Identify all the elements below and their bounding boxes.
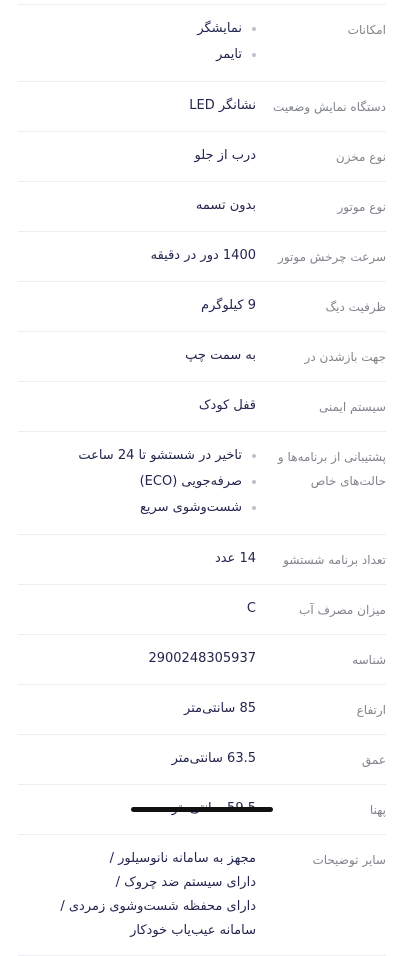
spec-list-item-text: شست‌وشوی سریع [139,500,242,515]
spec-key: شناسه [352,653,386,667]
spec-row [18,332,386,382]
bullet-icon [252,506,256,510]
spec-key: تعداد برنامه شستشو [283,553,386,567]
spec-value-text: 85 سانتی‌متر [184,701,256,716]
spec-row [18,432,386,535]
spec-description-line: دارای سیستم ضد چروک / [115,875,256,890]
spec-list-item-text: تایمر [216,47,242,62]
bullet-icon [252,27,256,31]
spec-value [18,344,268,369]
spec-value [18,244,268,269]
spec-list-item-text: نمایشگر [197,21,242,36]
spec-key: نوع موتور [337,200,386,214]
bullet-icon [252,454,256,458]
specifications-table [18,0,386,956]
spec-key: دستگاه نمایش وضعیت [273,100,386,114]
spec-key: جهت بازشدن در [304,350,386,364]
spec-row [18,232,386,282]
spec-value [18,747,268,772]
spec-value [18,144,268,169]
spec-row [18,182,386,232]
spec-key: سایر توضیحات [312,853,386,867]
spec-list-item [18,444,256,468]
home-indicator [131,807,273,812]
spec-description-line: مجهز به سامانه نانوسیلور / [109,851,256,866]
spec-value-text: بدون تسمه [195,198,256,213]
spec-key: امکانات [347,23,386,37]
spec-key: سرعت چرخش موتور [278,250,386,264]
spec-value-text: 63.5 سانتی‌متر [171,751,256,766]
spec-row [18,685,386,735]
spec-value-text: C [246,601,256,616]
spec-value [18,547,268,572]
spec-row [18,132,386,182]
spec-row [18,535,386,585]
spec-list-item [18,470,256,494]
spec-key: میزان مصرف آب [299,603,386,617]
spec-value-text: نشانگر LED [189,98,256,113]
spec-description-line: سامانه عیب‌یاب خودکار [130,923,256,938]
bullet-icon [252,480,256,484]
spec-value [18,597,268,622]
spec-list-item [18,496,256,520]
spec-row [18,835,386,956]
spec-value [18,17,268,69]
spec-row [18,4,386,82]
spec-row [18,382,386,432]
spec-key: سیستم ایمنی [318,400,386,414]
spec-description-line: دارای محفظه شست‌وشوی زمردی / [60,899,256,914]
spec-value [18,94,268,119]
spec-value [18,697,268,722]
spec-row [18,282,386,332]
spec-value [18,194,268,219]
spec-value-text: 1400 دور در دقیقه [150,248,256,263]
spec-row [18,585,386,635]
spec-value [18,647,268,672]
spec-key: پشتیبانی از برنامه‌ها و حالت‌های خاص [277,450,386,488]
spec-value-text: قفل کودک [198,398,256,413]
spec-value-text: 2900248305937 [148,651,256,666]
spec-value [18,444,268,522]
spec-key: ظرفیت دیگ [325,300,386,314]
bullet-icon [252,53,256,57]
spec-value-text: درب از جلو [194,148,256,163]
spec-row [18,82,386,132]
spec-key: عمق [361,753,386,767]
spec-value [18,847,268,943]
spec-list-item-text: تاخیر در شستشو تا 24 ساعت [78,448,242,463]
spec-key: ارتفاع [356,703,386,717]
spec-list-item-text: صرفه‌جویی (ECO) [139,474,242,489]
spec-row [18,735,386,785]
spec-value [18,294,268,319]
spec-value-text: به سمت چپ [185,348,256,363]
spec-list-item [18,17,256,41]
spec-value-text: 9 کیلوگرم [201,298,256,313]
spec-value-text: 14 عدد [214,551,256,566]
spec-list-item [18,43,256,67]
spec-value [18,394,268,419]
spec-key: پهنا [369,803,386,817]
spec-row [18,635,386,685]
spec-key: نوع مخزن [335,150,386,164]
